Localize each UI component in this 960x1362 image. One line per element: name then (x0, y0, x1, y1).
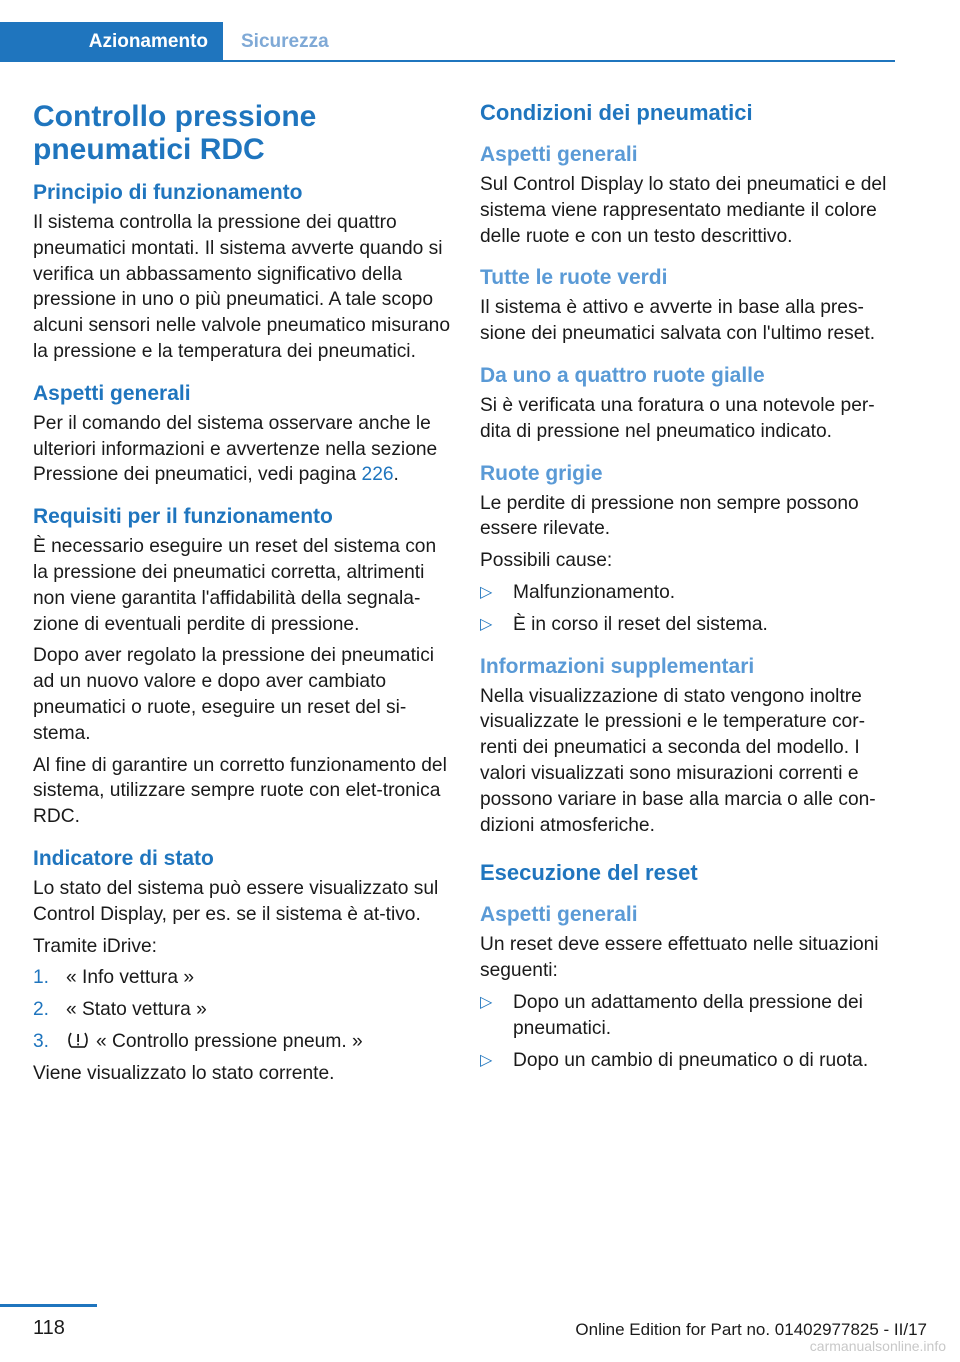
watermark: carmanualsonline.info (809, 1338, 946, 1354)
step-text: « Controllo pressione pneum. » (96, 1030, 363, 1052)
right-column (480, 100, 896, 1079)
aspetti-text-end: . (393, 464, 399, 486)
paragraph-requisiti-2: Dopo aver regolato la pressione dei pneumatici ad un nuovo valore e dopo aver cambiato pneumatici o ruote, eseguire un reset del si-stema. (33, 645, 435, 744)
step-text: « Info vettura » (66, 967, 194, 989)
list-item (480, 1048, 896, 1074)
paragraph-possibili-cause: Possibili cause: (480, 550, 613, 572)
triangle-right-icon: ▷ (480, 1051, 493, 1069)
paragraph-aspetti-cond: Sul Control Display lo stato dei pneumatici e del sistema viene rappresentato mediante il colore delle ruote e con un testo descrittivo. (480, 174, 887, 247)
heading-ruote-verdi: Tutte le ruote verdi (480, 266, 668, 290)
page-link-226[interactable]: 226 (361, 464, 394, 486)
heading-ruote-grigie: Ruote grigie (480, 461, 603, 485)
step-number: 2. (33, 999, 50, 1021)
list-item-text: È in corso il reset del sistema. (513, 613, 768, 635)
header-tabs (0, 0, 895, 62)
heading-requisiti: Requisiti per il funzionamento (33, 505, 333, 529)
heading-informazioni: Informazioni supplementari (480, 654, 755, 678)
tab-underline (223, 60, 895, 62)
heading-reset: Esecuzione del reset (480, 860, 698, 886)
edition-note: Online Edition for Part no. 01402977825 - II/17 (575, 1320, 927, 1339)
step-item (33, 1029, 451, 1055)
step-number: 1. (33, 967, 50, 989)
list-item-text: Dopo un cambio di pneumatico o di ruota. (513, 1049, 869, 1071)
heading-aspetti-generali-reset: Aspetti generali (480, 903, 638, 927)
heading-condizioni: Condizioni dei pneumatici (480, 100, 753, 125)
step-item (33, 997, 451, 1023)
paragraph-principio: Il sistema controlla la pressione dei quattro pneumatici montati. Il sistema avverte quando si verifica un abbassamento significativo della pressione in uno o più pneumatici. A tale scopo alcuni sensori nelle valvole pneumatico misurano la pressione e la temperatura dei pneumatici. (33, 212, 451, 362)
list-item-text: Dopo un adattamento della pressione dei pneumatici. (513, 991, 863, 1039)
aspetti-text: Per il comando del sistema osservare anche le ulteriori informazioni e avvertenze nella sezione Pressione dei pneumatici, vedi pagina (33, 412, 438, 486)
page-number: 118 (33, 1317, 65, 1339)
list-item (480, 580, 896, 606)
left-column (33, 100, 451, 1093)
paragraph-indicatore-2: Tramite iDrive: (33, 935, 158, 957)
paragraph-indicatore-3: Viene visualizzato lo stato corrente. (33, 1062, 335, 1084)
tab-sicurezza[interactable]: Sicurezza (241, 31, 329, 52)
step-number: 3. (33, 1030, 50, 1052)
page-title: Controllo pressione pneumatici RDC (33, 100, 317, 166)
idrive-steps (33, 965, 451, 1054)
triangle-right-icon: ▷ (480, 615, 493, 633)
paragraph-requisiti-1: È necessario eseguire un reset del sistema con la pressione dei pneumatici corretta, altrimenti non viene garantita l'affidabilità della segnala-zione di eventuali perdite di pressione. (33, 536, 437, 635)
causes-list (480, 580, 896, 638)
paragraph-ruote-gialle: Si è verificata una foratura o una notevole per-dita di pressione nel pneumatico indicato. (480, 394, 875, 442)
step-item (33, 965, 451, 991)
list-item (480, 612, 896, 638)
paragraph-indicatore-1: Lo stato del sistema può essere visualizzato sul Control Display, per es. se il sistema è at-tivo. (33, 877, 439, 925)
triangle-right-icon: ▷ (480, 583, 493, 601)
tire-pressure-warning-icon (66, 1030, 90, 1050)
paragraph-ruote-verdi: Il sistema è attivo e avverte in base alla pres-sione dei pneumatici salvata con l'ultimo reset. (480, 297, 876, 345)
paragraph-aspetti-generali (33, 411, 451, 488)
paragraph-ruote-grigie: Le perdite di pressione non sempre possono essere rilevate. (480, 492, 859, 540)
step-text: « Stato vettura » (66, 999, 207, 1021)
heading-principio: Principio di funzionamento (33, 181, 303, 204)
list-item-text: Malfunzionamento. (513, 581, 676, 603)
heading-aspetti-generali: Aspetti generali (33, 381, 191, 405)
list-item (480, 990, 896, 1042)
triangle-right-icon: ▷ (480, 993, 493, 1011)
heading-aspetti-generali-cond: Aspetti generali (480, 143, 638, 166)
paragraph-reset: Un reset deve essere effettuato nelle situazioni seguenti: (480, 934, 879, 982)
paragraph-requisiti-3: Al fine di garantire un corretto funzionamento del sistema, utilizzare sempre ruote con elet-tronica RDC. (33, 754, 447, 828)
tab-azionamento[interactable]: Azionamento (0, 22, 223, 62)
heading-ruote-gialle: Da uno a quattro ruote gialle (480, 363, 765, 387)
paragraph-informazioni: Nella visualizzazione di stato vengono inoltre visualizzate le pressioni e le temperature cor-renti dei pneumatici a seconda del modello. I valori visualizzati sono misurazioni correnti e possono variare in base alla marcia o alle con-dizioni atmosferiche. (480, 685, 876, 836)
footer-rule (0, 1304, 97, 1307)
reset-list (480, 990, 896, 1073)
heading-indicatore: Indicatore di stato (33, 846, 214, 870)
